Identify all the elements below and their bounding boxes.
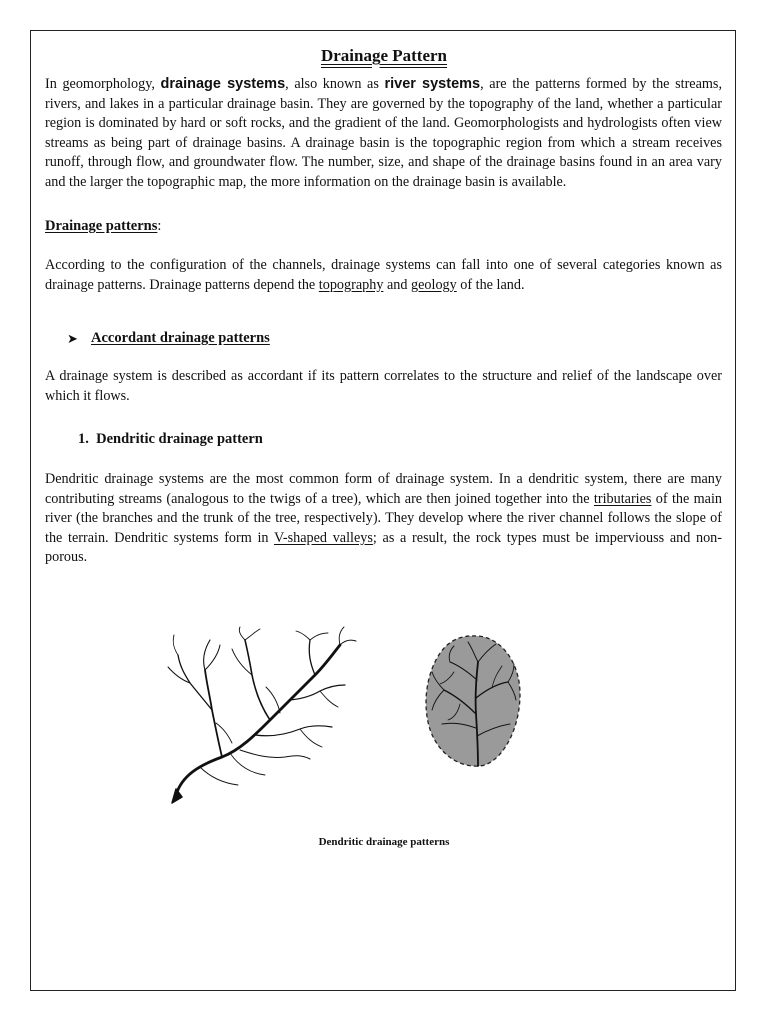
drainage-basin-figure: [420, 632, 525, 770]
drainage-patterns-paragraph: According to the configuration of the channels, drainage systems can fall into one of several categories known as drainage patterns. Drainage patterns depend the topography and geology of the land.: [45, 257, 722, 293]
figure-caption: Dendritic drainage patterns: [318, 836, 450, 848]
term-river-systems: river systems: [384, 76, 481, 92]
dendritic-paragraph: Dendritic drainage systems are the most common form of drainage system. In a dendritic system, there are many contributing streams (analogous to the twigs of a tree), which are then joined together into the tributaries of the main river (the branches and the trunk of the tree, respectively). They develop where the river channel follows the slope of the terrain. Dendritic systems form in V-shaped valleys; as a result, the rock types must be imperviouss and non-porous.: [45, 471, 722, 566]
link-tributaries[interactable]: tributaries: [593, 490, 652, 507]
drainage-patterns-heading: Drainage patterns:: [45, 218, 162, 234]
dendritic-tree-figure: [160, 625, 360, 810]
link-topography[interactable]: topography: [318, 276, 384, 293]
link-v-shaped-valleys[interactable]: V-shaped valleys: [273, 529, 373, 546]
accordant-paragraph: A drainage system is described as accordant if its pattern correlates to the structure and relief of the landscape over which it flows.: [45, 368, 722, 404]
accordant-heading: ➤ Accordant drainage patterns: [67, 330, 270, 346]
link-geology[interactable]: geology: [411, 276, 457, 293]
dendritic-heading: 1. Dendritic drainage pattern: [78, 431, 263, 447]
arrowhead-bullet-icon: ➤: [67, 330, 78, 346]
intro-paragraph: In geomorphology, drainage systems, also known as river systems, are the patterns formed by the streams, rivers, and lakes in a particular drainage basin. They are governed by the topography of the land, whether a particular region is dominated by hard or soft rocks, and the gradient of the land. Geomorphologists and hydrologists often view streams as being part of drainage basins. A drainage basin is the topographic region from which a stream receives runoff, through flow, and groundwater flow. The number, size, and shape of the drainage basins found in an area vary and the larger the topographic map, the more information on the drainage basin is available.: [45, 76, 722, 190]
term-drainage-systems: drainage systems: [160, 76, 286, 92]
page-title: Drainage Pattern: [320, 46, 448, 65]
